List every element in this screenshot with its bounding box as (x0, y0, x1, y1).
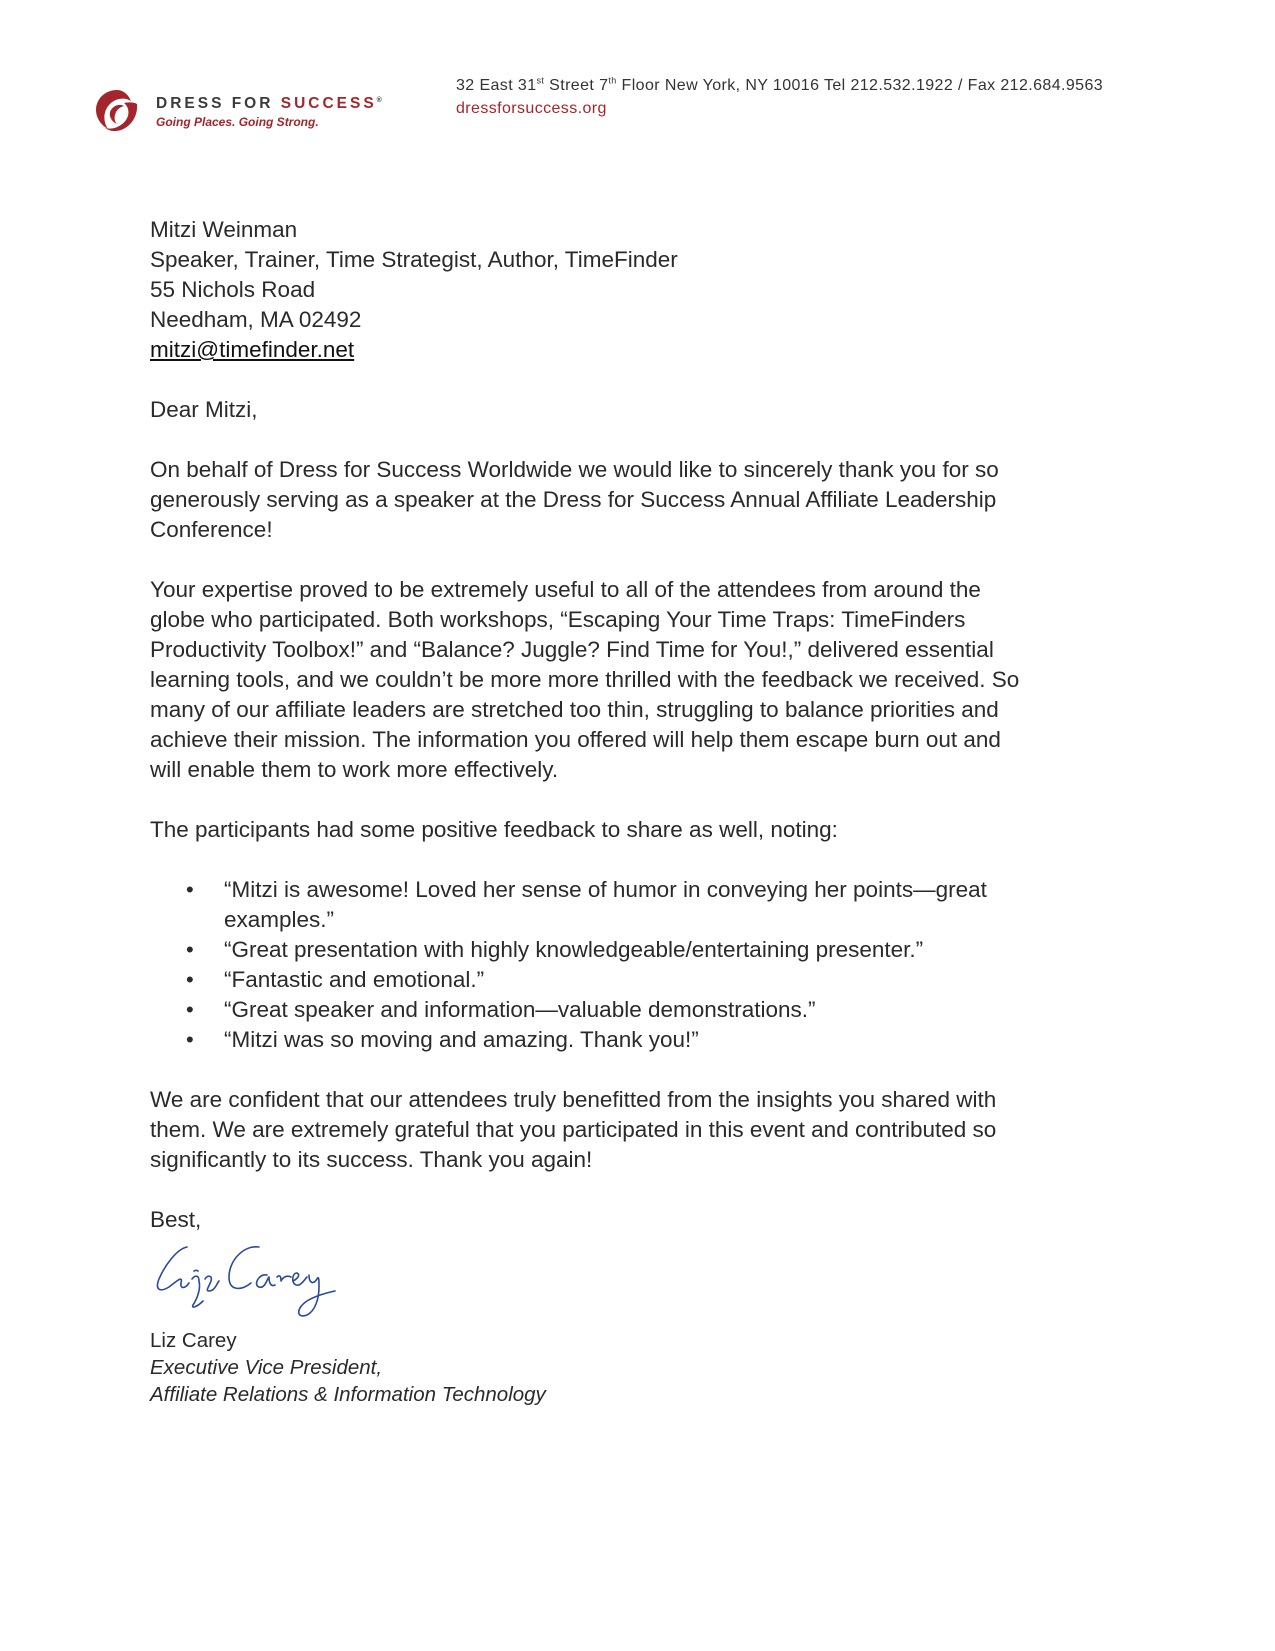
letterhead-address (456, 70, 1103, 120)
website-link[interactable]: dressforsuccess.org (456, 100, 607, 118)
feedback-text: • “Mitzi is awesome! Loved her sense of humor in conveying her points—great (224, 877, 987, 902)
logo-name-dress: DRESS FOR (156, 95, 281, 112)
closing-block (150, 1205, 1140, 1235)
recipient-city: Needham, MA 02492 (150, 307, 362, 332)
paragraph-line: On behalf of Dress for Success Worldwide we would like to sincerely thank you for so (150, 457, 999, 482)
paragraph-thanks (150, 455, 1140, 545)
address-prefix: 32 East 31 (456, 77, 537, 95)
feedback-text: • “Fantastic and emotional.” (224, 967, 485, 992)
closing-text: Best, (150, 1207, 202, 1232)
paragraph-expertise (150, 575, 1140, 785)
paragraph-line: Conference! (150, 517, 273, 542)
paragraph-line: Your expertise proved to be extremely useful to all of the attendees from around the (150, 577, 981, 602)
paragraph-line: globe who participated. Both workshops, “Escaping Your Time Traps: TimeFinders (150, 607, 966, 632)
address-line (456, 77, 1103, 94)
feedback-item (224, 1025, 1140, 1055)
feedback-item (224, 965, 1140, 995)
feedback-item (224, 875, 1140, 935)
feedback-text: • “Mitzi was so moving and amazing. Thank you!” (224, 1027, 699, 1052)
recipient-title: Speaker, Trainer, Time Strategist, Author, TimeFinder (150, 247, 678, 272)
logo-name-success: SUCCESS (280, 95, 377, 112)
paragraph-feedback-intro (150, 815, 1140, 845)
address-middle: Street 7 (544, 77, 609, 95)
logo-wordmark (156, 95, 382, 113)
feedback-text: • “Great speaker and information—valuable demonstrations.” (224, 997, 816, 1022)
recipient-block (150, 215, 1140, 365)
handwritten-signature (147, 1235, 337, 1325)
signer-title: Executive Vice President, (150, 1356, 383, 1379)
dress-for-success-swirl-icon (93, 88, 141, 134)
recipient-email-link[interactable]: mitzi@timefinder.net (150, 337, 355, 362)
recipient-street: 55 Nichols Road (150, 277, 316, 302)
salutation (150, 395, 1140, 425)
paragraph-line: The participants had some positive feedback to share as well, noting: (150, 817, 838, 842)
paragraph-line: them. We are extremely grateful that you participated in this event and contributed so (150, 1117, 997, 1142)
feedback-text: • “Great presentation with highly knowledgeable/entertaining presenter.” (224, 937, 924, 962)
feedback-text-continued: examples.” (224, 907, 335, 932)
signer-block (150, 1327, 1140, 1408)
paragraph-line: We are confident that our attendees truly benefitted from the insights you shared with (150, 1087, 997, 1112)
registered-mark: ® (376, 96, 382, 104)
salutation-text: Dear Mitzi, (150, 397, 258, 422)
feedback-list (150, 875, 1140, 1055)
paragraph-line: will enable them to work more effectively. (150, 757, 559, 782)
paragraph-line: achieve their mission. The information you offered will help them escape burn out and (150, 727, 1001, 752)
address-superscript-st: st (536, 76, 545, 86)
feedback-item (224, 995, 1140, 1025)
paragraph-line: generously serving as a speaker at the Dress for Success Annual Affiliate Leadership (150, 487, 997, 512)
paragraph-line: learning tools, and we couldn’t be more more thrilled with the feedback we received. So (150, 667, 1020, 692)
address-rest: Floor New York, NY 10016 Tel 212.532.1922 / Fax 212.684.9563 (616, 77, 1104, 95)
paragraph-line: Productivity Toolbox!” and “Balance? Juggle? Find Time for You!,” delivered essential (150, 637, 994, 662)
letter-body (150, 215, 1140, 1408)
signer-name: Liz Carey (150, 1329, 237, 1352)
paragraph-line: many of our affiliate leaders are stretched too thin, struggling to balance priorities and (150, 697, 999, 722)
company-logo (93, 88, 413, 138)
feedback-item (224, 935, 1140, 965)
recipient-name: Mitzi Weinman (150, 217, 298, 242)
paragraph-line: significantly to its success. Thank you again! (150, 1147, 593, 1172)
paragraph-closing (150, 1085, 1140, 1175)
logo-tagline: Going Places. Going Strong. (156, 115, 319, 129)
signer-department: Affiliate Relations & Information Technology (150, 1383, 546, 1406)
address-superscript-th: th (608, 76, 617, 86)
